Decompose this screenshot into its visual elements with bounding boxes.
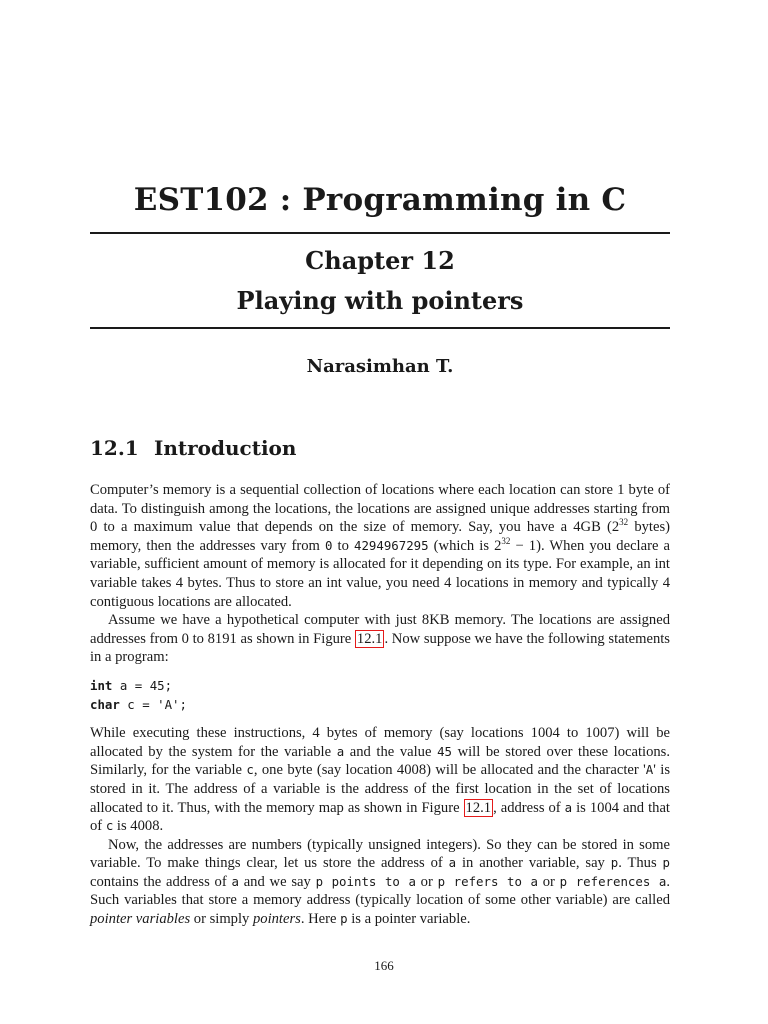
course-title: EST102 : Programming in C — [133, 182, 627, 218]
text-run: and the value — [344, 743, 438, 760]
text-run: − 1). When you declare a variable, sufficient amount of memory is allocated for it depending on its type. For example, an int variable takes 4 bytes. Thus to store an int value, you need 4 locations in memory and typically 4 contiguous locations are allocated. — [90, 537, 670, 610]
inline-code: a — [336, 743, 345, 759]
text-run: Now, the addresses are numbers (typically unsigned integers). So they can be stored in some variable. To make things clear, let us store the address of — [90, 836, 670, 872]
chapter-title: Playing with pointers — [236, 286, 524, 315]
text-run: to — [332, 537, 354, 554]
inline-code: 4294967295 — [353, 537, 429, 553]
inline-code: p — [662, 855, 671, 871]
text-run: or — [537, 873, 560, 890]
inline-code: p points to a — [315, 873, 416, 889]
text-run: ' is stored in it. The address of a variable is the address of the first location in the set of locations allocated to it. Thus, with the memory map as shown in Figure — [90, 762, 670, 816]
superscript: 32 — [619, 517, 629, 528]
text-run: or simply — [190, 911, 253, 928]
paragraph-4 — [90, 836, 670, 929]
inline-code: a — [231, 873, 239, 889]
page-number: 166 — [374, 958, 394, 973]
text-run: is a pointer variable. — [347, 911, 471, 928]
inline-code: p references a — [559, 873, 667, 889]
author-name: Narasimhan T. — [306, 356, 454, 377]
code-block — [90, 677, 670, 714]
text-run: , address of — [493, 799, 565, 816]
text-run: or — [415, 873, 438, 890]
code-keyword: int — [90, 677, 113, 693]
inline-code: 45 — [437, 743, 452, 759]
text-run: and we say — [238, 873, 316, 890]
chapter-number: Chapter 12 — [305, 246, 455, 275]
inline-code: c — [105, 818, 114, 834]
figure-link[interactable]: 12.1 — [465, 799, 492, 816]
paragraph-2 — [90, 611, 670, 667]
superscript: 32 — [501, 535, 511, 546]
code-keyword: char — [90, 696, 120, 712]
text-run: in another variable, say — [456, 855, 611, 872]
text-run: Computer’s memory is a sequential collection of locations where each location can store 1 byte of data. To distinguish among the locations, the locations are assigned unique addresses starting from 0 to a maximum value that depends on the size of memory. Say, you have a 4GB (2 — [90, 482, 670, 536]
inline-code: A — [645, 762, 654, 778]
text-run: Assume we have a hypothetical computer with just 8KB memory. The locations are assigned addresses from 0 to 8191 as shown in Figure — [90, 612, 670, 647]
text-run: While executing these instructions, 4 bytes of memory (say locations 1004 to 1007) will be allocated by the system for the variable — [90, 725, 670, 760]
text-run: . Now suppose we have the following statements in a program: — [90, 630, 670, 666]
paragraph-1 — [90, 481, 670, 611]
figure-link[interactable]: 12.1 — [356, 630, 383, 647]
emphasis: pointer variables — [90, 911, 191, 928]
text-run: . Such variables that store a memory address (typically location of some other variable) are called — [90, 873, 670, 909]
code-text: c = 'A'; — [119, 696, 187, 712]
text-run: will be stored over these locations. Similarly, for the variable — [90, 743, 670, 779]
text-run: . Here — [300, 911, 341, 928]
body-text — [90, 481, 670, 929]
text-run: , one byte (say location 4008) will be allocated and the character ' — [253, 762, 646, 779]
text-run: bytes) memory, then the addresses vary from — [90, 519, 670, 554]
inline-code: a — [448, 855, 457, 871]
inline-code: 0 — [325, 537, 333, 553]
emphasis: pointers — [252, 911, 301, 928]
section-heading — [90, 436, 296, 460]
inline-code: a — [564, 799, 573, 815]
section-number: 12.1 — [90, 436, 139, 460]
inline-code: p — [610, 855, 619, 871]
title-rule-bottom — [90, 327, 670, 329]
text-run: is 4008. — [113, 818, 164, 835]
title-rule-top — [90, 232, 670, 234]
text-run: contains the address of — [90, 873, 232, 890]
inline-code: p refers to a — [437, 873, 538, 889]
inline-code: c — [246, 762, 254, 778]
code-text: a = 45; — [112, 677, 173, 693]
text-run: . Thus — [618, 855, 663, 872]
text-run: is 1004 and that of — [90, 799, 670, 835]
text-run: (which is 2 — [428, 537, 502, 554]
section-title: Introduction — [154, 436, 297, 460]
inline-code: p — [340, 911, 348, 927]
paragraph-3 — [90, 724, 670, 836]
